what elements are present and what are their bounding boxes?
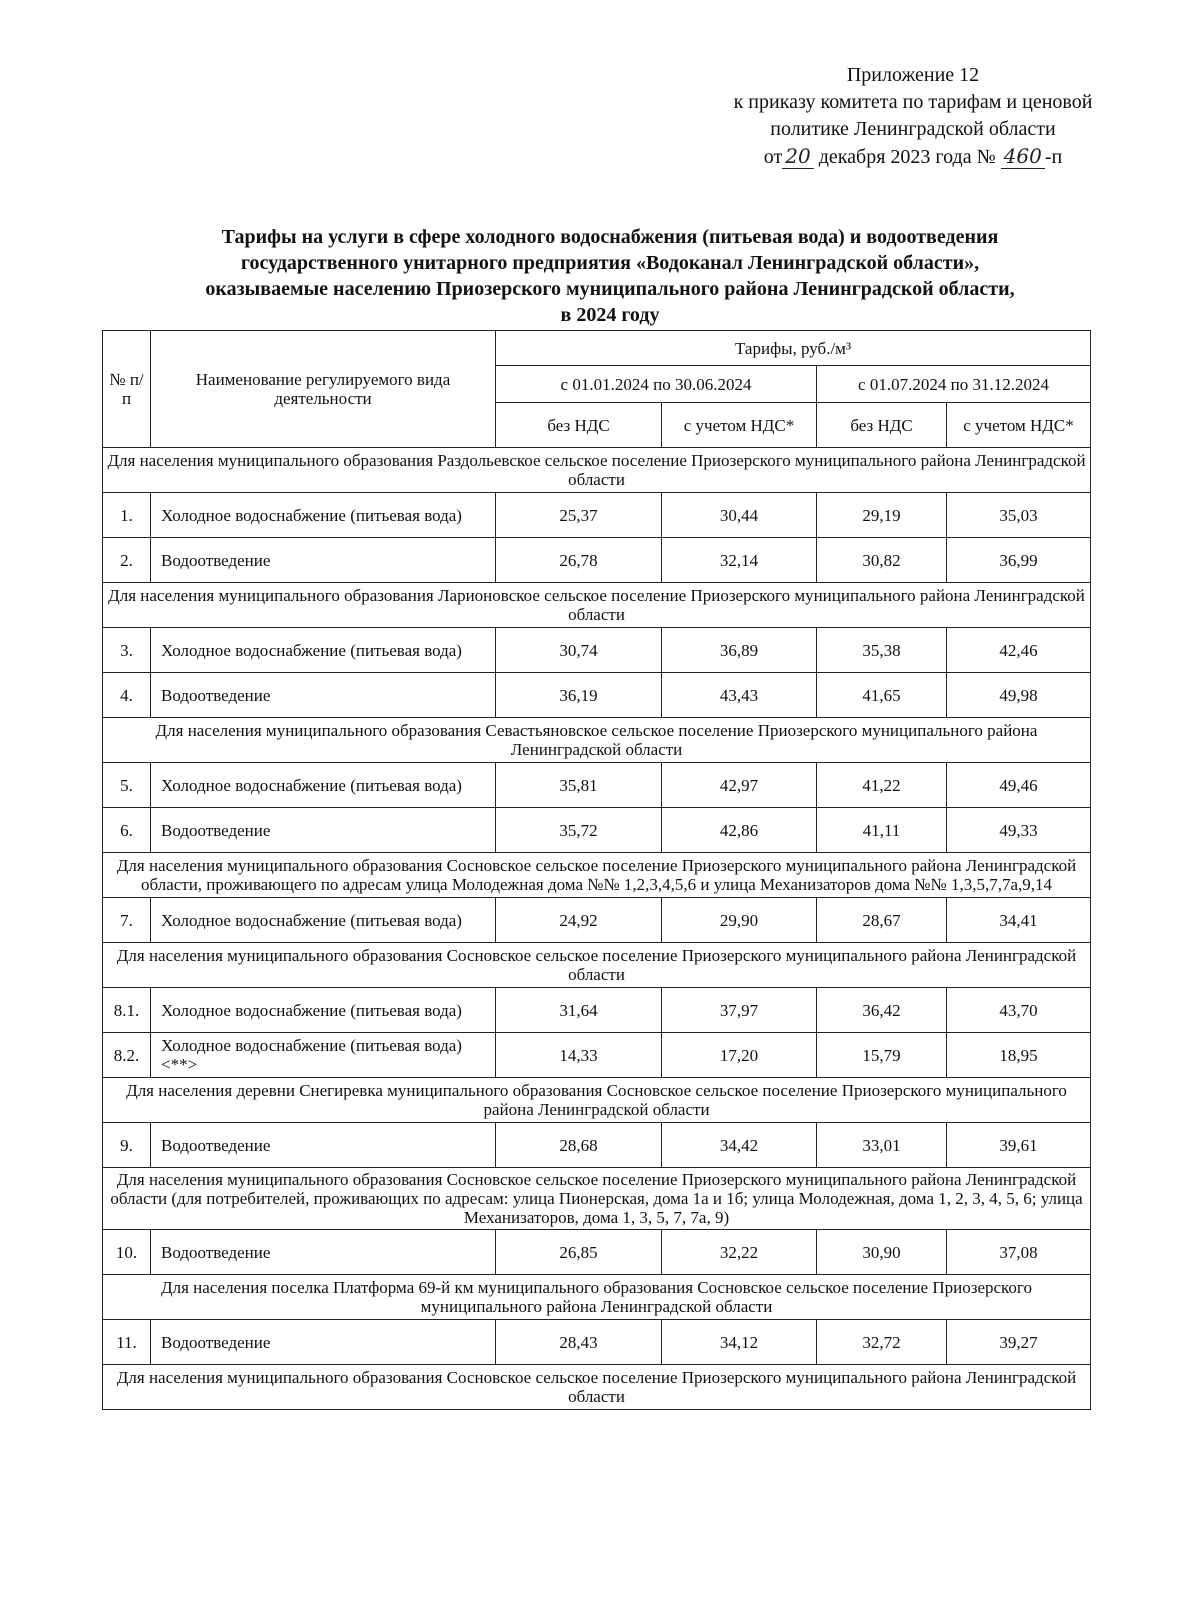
- table-row: [103, 493, 1091, 538]
- section-header-row: [103, 1275, 1091, 1320]
- tariff-no-vat-h1: 35,81: [496, 763, 662, 808]
- table-row: [103, 673, 1091, 718]
- tariff-with-vat-h2: 39,27: [947, 1320, 1091, 1365]
- tariff-with-vat-h2: 35,03: [947, 493, 1091, 538]
- header-tariffs: Тарифы, руб./м³: [496, 331, 1091, 366]
- header-period-2: с 01.07.2024 по 31.12.2024: [817, 366, 1091, 403]
- row-number: 7.: [103, 898, 151, 943]
- table-row: [103, 538, 1091, 583]
- tariff-no-vat-h1: 28,43: [496, 1320, 662, 1365]
- tariff-no-vat-h2: 35,38: [817, 628, 947, 673]
- row-number: 5.: [103, 763, 151, 808]
- handwritten-order-number: 460: [1001, 144, 1045, 169]
- section-title: Для населения поселка Платформа 69-й км муниципального образования Сосновское сельское поселение Приозерского муниципального района Ленинградской области: [103, 1275, 1091, 1320]
- tariffs-body: [103, 448, 1091, 1410]
- header-with-vat-1: с учетом НДС*: [662, 403, 817, 448]
- tariff-with-vat-h2: 34,41: [947, 898, 1091, 943]
- row-activity-name: Холодное водоснабжение (питьевая вода) <**>: [151, 1033, 496, 1078]
- tariff-no-vat-h1: 28,68: [496, 1123, 662, 1168]
- table-row: [103, 1230, 1091, 1275]
- row-number: 8.2.: [103, 1033, 151, 1078]
- section-title: Для населения муниципального образования Сосновское сельское поселение Приозерского муниципального района Ленинградской области: [103, 1365, 1091, 1410]
- row-activity-name: Водоотведение: [151, 808, 496, 853]
- tariff-no-vat-h1: 36,19: [496, 673, 662, 718]
- tariff-with-vat-h2: 37,08: [947, 1230, 1091, 1275]
- title-line-2: государственного унитарного предприятия «Водоканал Ленинградской области»,: [240, 252, 980, 274]
- tariff-with-vat-h1: 34,12: [662, 1320, 817, 1365]
- row-number: 2.: [103, 538, 151, 583]
- tariff-no-vat-h1: 24,92: [496, 898, 662, 943]
- section-title: Для населения деревни Снегиревка муниципального образования Сосновское сельское поселение Приозерского муниципального района Ленинградской области: [103, 1078, 1091, 1123]
- header-with-vat-2: с учетом НДС*: [947, 403, 1091, 448]
- section-header-row: [103, 583, 1091, 628]
- tariff-with-vat-h1: 17,20: [662, 1033, 817, 1078]
- section-header-row: [103, 1168, 1091, 1230]
- row-number: 6.: [103, 808, 151, 853]
- section-header-row: [103, 943, 1091, 988]
- tariff-with-vat-h1: 42,97: [662, 763, 817, 808]
- row-number: 9.: [103, 1123, 151, 1168]
- row-number: 10.: [103, 1230, 151, 1275]
- table-row: [103, 898, 1091, 943]
- tariff-no-vat-h2: 30,82: [817, 538, 947, 583]
- row-activity-name: Водоотведение: [151, 538, 496, 583]
- table-row: [103, 1123, 1091, 1168]
- row-activity-name: Холодное водоснабжение (питьевая вода): [151, 898, 496, 943]
- month-year: декабря 2023 года №: [818, 146, 996, 168]
- handwritten-day: 20: [782, 144, 813, 169]
- section-title: Для населения муниципального образования Сосновское сельское поселение Приозерского муниципального района Ленинградской области (для потребителей, проживающих по адресам: улица Пионерская, дома 1а и 1б; улица Молодежная, дома 1, 2, 3, 4, 5, 6; улица Механизаторов, дома 1, 3, 5, 7, 7а, 9): [103, 1168, 1091, 1230]
- tariff-with-vat-h2: 42,46: [947, 628, 1091, 673]
- title-line-1: Тарифы на услуги в сфере холодного водоснабжения (питьевая вода) и водоотведения: [221, 226, 999, 248]
- section-header-row: [103, 448, 1091, 493]
- tariff-with-vat-h1: 29,90: [662, 898, 817, 943]
- tariffs-table: [102, 330, 1091, 1410]
- header-no-vat-1: без НДС: [496, 403, 662, 448]
- row-activity-name: Водоотведение: [151, 1320, 496, 1365]
- section-header-row: [103, 718, 1091, 763]
- section-title: Для населения муниципального образования Сосновское сельское поселение Приозерского муниципального района Ленинградской области, проживающего по адресам улица Молодежная дома №№ 1,2,3,4,5,6 и улица Механизаторов дома №№ 1,3,5,7,7а,9,14: [103, 853, 1091, 898]
- tariff-no-vat-h2: 30,90: [817, 1230, 947, 1275]
- appendix-date-line: [688, 143, 1138, 171]
- section-title: Для населения муниципального образования Ларионовское сельское поселение Приозерского муниципального района Ленинградской области: [103, 583, 1091, 628]
- tariff-no-vat-h1: 26,85: [496, 1230, 662, 1275]
- header-period-1: с 01.01.2024 по 30.06.2024: [496, 366, 817, 403]
- tariff-with-vat-h2: 39,61: [947, 1123, 1091, 1168]
- row-number: 8.1.: [103, 988, 151, 1033]
- tariff-with-vat-h2: 49,33: [947, 808, 1091, 853]
- tariff-no-vat-h2: 41,11: [817, 808, 947, 853]
- tariff-no-vat-h2: 28,67: [817, 898, 947, 943]
- row-activity-name: Водоотведение: [151, 1230, 496, 1275]
- header-activity: Наименование регулируемого вида деятельности: [151, 331, 496, 448]
- appendix-committee-line: политике Ленинградской области: [770, 118, 1056, 140]
- tariff-no-vat-h1: 14,33: [496, 1033, 662, 1078]
- tariff-no-vat-h2: 36,42: [817, 988, 947, 1033]
- section-title: Для населения муниципального образования Раздольевское сельское поселение Приозерского муниципального района Ленинградской области: [103, 448, 1091, 493]
- tariff-no-vat-h2: 41,22: [817, 763, 947, 808]
- tariff-with-vat-h2: 43,70: [947, 988, 1091, 1033]
- row-activity-name: Холодное водоснабжение (питьевая вода): [151, 628, 496, 673]
- tariff-no-vat-h1: 35,72: [496, 808, 662, 853]
- section-title: Для населения муниципального образования Севастьяновское сельское поселение Приозерского муниципального района Ленинградской области: [103, 718, 1091, 763]
- table-row: [103, 763, 1091, 808]
- tariff-no-vat-h1: 26,78: [496, 538, 662, 583]
- tariff-with-vat-h2: 18,95: [947, 1033, 1091, 1078]
- tariff-no-vat-h1: 31,64: [496, 988, 662, 1033]
- section-title: Для населения муниципального образования Сосновское сельское поселение Приозерского муниципального района Ленинградской области: [103, 943, 1091, 988]
- table-row: [103, 808, 1091, 853]
- tariff-with-vat-h1: 43,43: [662, 673, 817, 718]
- tariff-with-vat-h2: 36,99: [947, 538, 1091, 583]
- table-row: [103, 988, 1091, 1033]
- tariff-with-vat-h1: 32,22: [662, 1230, 817, 1275]
- row-number: 1.: [103, 493, 151, 538]
- tariff-with-vat-h1: 34,42: [662, 1123, 817, 1168]
- title-line-4: в 2024 году: [560, 304, 660, 326]
- tariff-no-vat-h2: 29,19: [817, 493, 947, 538]
- row-number: 4.: [103, 673, 151, 718]
- table-row: [103, 1320, 1091, 1365]
- header-num: № п/п: [103, 331, 151, 448]
- tariff-no-vat-h2: 33,01: [817, 1123, 947, 1168]
- tariff-with-vat-h2: 49,46: [947, 763, 1091, 808]
- date-prefix: от: [763, 146, 783, 168]
- tariff-with-vat-h1: 42,86: [662, 808, 817, 853]
- section-header-row: [103, 1365, 1091, 1410]
- row-number: 11.: [103, 1320, 151, 1365]
- row-activity-name: Водоотведение: [151, 673, 496, 718]
- document-title: [100, 224, 1120, 328]
- tariff-no-vat-h2: 32,72: [817, 1320, 947, 1365]
- header-no-vat-2: без НДС: [817, 403, 947, 448]
- tariff-with-vat-h1: 37,97: [662, 988, 817, 1033]
- tariff-no-vat-h2: 15,79: [817, 1033, 947, 1078]
- table-row: [103, 1033, 1091, 1078]
- title-line-3: оказываемые населению Приозерского муниципального района Ленинградской области,: [205, 278, 1015, 300]
- tariff-with-vat-h1: 30,44: [662, 493, 817, 538]
- appendix-number: Приложение 12: [846, 64, 980, 86]
- tariff-no-vat-h2: 41,65: [817, 673, 947, 718]
- row-activity-name: Водоотведение: [151, 1123, 496, 1168]
- tariff-no-vat-h1: 25,37: [496, 493, 662, 538]
- tariff-with-vat-h1: 32,14: [662, 538, 817, 583]
- section-header-row: [103, 1078, 1091, 1123]
- appendix-order-line: к приказу комитета по тарифам и ценовой: [733, 91, 1093, 113]
- row-activity-name: Холодное водоснабжение (питьевая вода): [151, 988, 496, 1033]
- row-number: 3.: [103, 628, 151, 673]
- tariff-with-vat-h2: 49,98: [947, 673, 1091, 718]
- tariff-no-vat-h1: 30,74: [496, 628, 662, 673]
- order-suffix: -п: [1044, 146, 1063, 168]
- table-row: [103, 628, 1091, 673]
- row-activity-name: Холодное водоснабжение (питьевая вода): [151, 763, 496, 808]
- appendix-header: [688, 62, 1138, 171]
- tariff-with-vat-h1: 36,89: [662, 628, 817, 673]
- row-activity-name: Холодное водоснабжение (питьевая вода): [151, 493, 496, 538]
- section-header-row: [103, 853, 1091, 898]
